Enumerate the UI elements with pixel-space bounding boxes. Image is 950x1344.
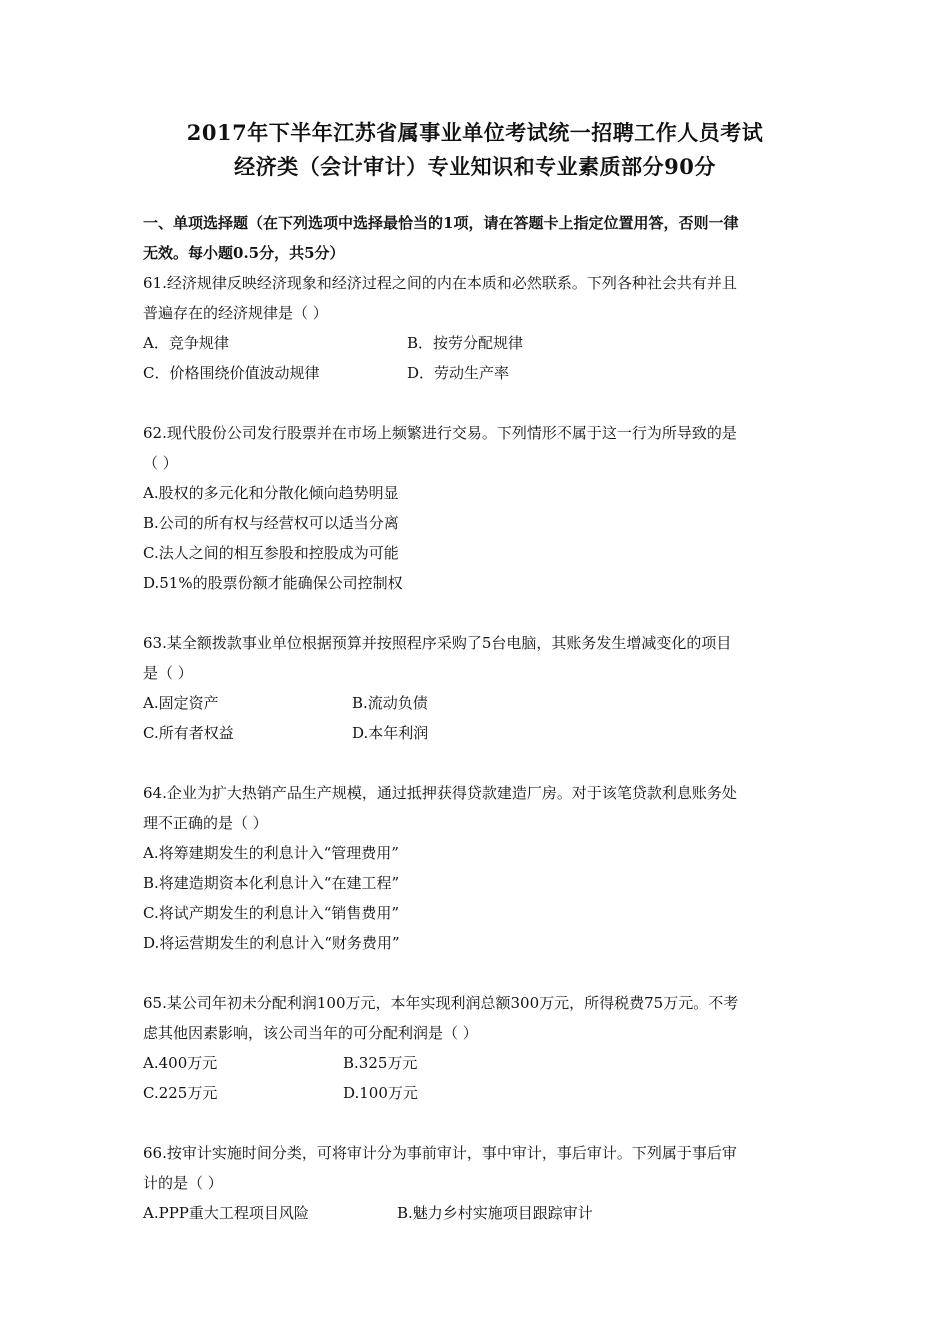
question-stem: 66.按审计实施时间分类，可将审计分为事前审计，事中审计，事后审计。下列属于事后审 [143,1144,737,1162]
question-stem: 62.现代股份公司发行股票并在市场上频繁进行交易。下列情形不属于这一行为所导致的是 [143,424,737,442]
option-a: A．竞争规律 [143,334,229,352]
option-b: B.公司的所有权与经营权可以适当分离 [143,514,399,532]
question-62 [143,418,811,598]
option-b: B．按劳分配规律 [407,334,524,352]
question-stem: 普遍存在的经济规律是（ ） [143,304,328,322]
section-heading-continued: 无效。每小题0.5分，共5分） [143,244,345,262]
document-title-line1: 2017年下半年江苏省属事业单位考试统一招聘工作人员考试 [186,120,764,145]
document-title-line2: 经济类（会计审计）专业知识和专业素质部分90分 [234,154,716,179]
section-heading: 一、单项选择题（在下列选项中选择最恰当的1项，请在答题卡上指定位置用答，否则一律 [143,214,739,232]
option-d: D.将运营期发生的利息计入“财务费用” [143,934,400,952]
option-b: B.流动负债 [352,694,428,712]
option-b: B.魅力乡村实施项目跟踪审计 [397,1204,593,1222]
option-a: A.PPP重大工程项目风险 [143,1204,309,1222]
option-c: C.所有者权益 [143,724,234,742]
option-c: C．价格围绕价值波动规律 [143,364,320,382]
option-a: A.400万元 [143,1054,218,1072]
option-b: B.将建造期资本化利息计入“在建工程” [143,874,400,892]
option-c: C.225万元 [143,1084,218,1102]
question-stem: 是（ ） [143,664,193,682]
option-c: C.将试产期发生的利息计入“销售费用” [143,904,400,922]
question-stem: 理不正确的是（ ） [143,814,268,832]
option-d: D．劳动生产率 [407,364,510,382]
option-a: A.股权的多元化和分散化倾向趋势明显 [143,484,399,502]
option-b: B.325万元 [343,1054,418,1072]
question-65 [143,988,811,1108]
option-c: C.法人之间的相互参股和控股成为可能 [143,544,399,562]
option-a: A.固定资产 [143,694,219,712]
question-64 [143,778,811,958]
question-stem: 65.某公司年初未分配利润100万元，本年实现利润总额300万元，所得税费75万元。不考 [143,994,739,1012]
question-61 [143,268,811,388]
question-stem: 63.某全额拨款事业单位根据预算并按照程序采购了5台电脑，其账务发生增减变化的项目 [143,634,732,652]
question-stem: 61.经济规律反映经济现象和经济过程之间的内在本质和必然联系。下列各种社会共有并且 [143,274,737,292]
question-stem: （ ） [143,454,178,472]
option-d: D.100万元 [343,1084,418,1102]
question-63 [143,628,811,748]
option-d: D.本年利润 [352,724,429,742]
question-stem: 虑其他因素影响，该公司当年的可分配利润是（ ） [143,1024,478,1042]
option-d: D.51%的股票份额才能确保公司控制权 [143,574,403,592]
question-66 [143,1138,811,1228]
question-stem: 计的是（ ） [143,1174,223,1192]
question-stem: 64.企业为扩大热销产品生产规模，通过抵押获得贷款建造厂房。对于该笔贷款利息账务处 [143,784,737,802]
document-content [143,208,811,1228]
option-a: A.将筹建期发生的利息计入“管理费用” [143,844,399,862]
